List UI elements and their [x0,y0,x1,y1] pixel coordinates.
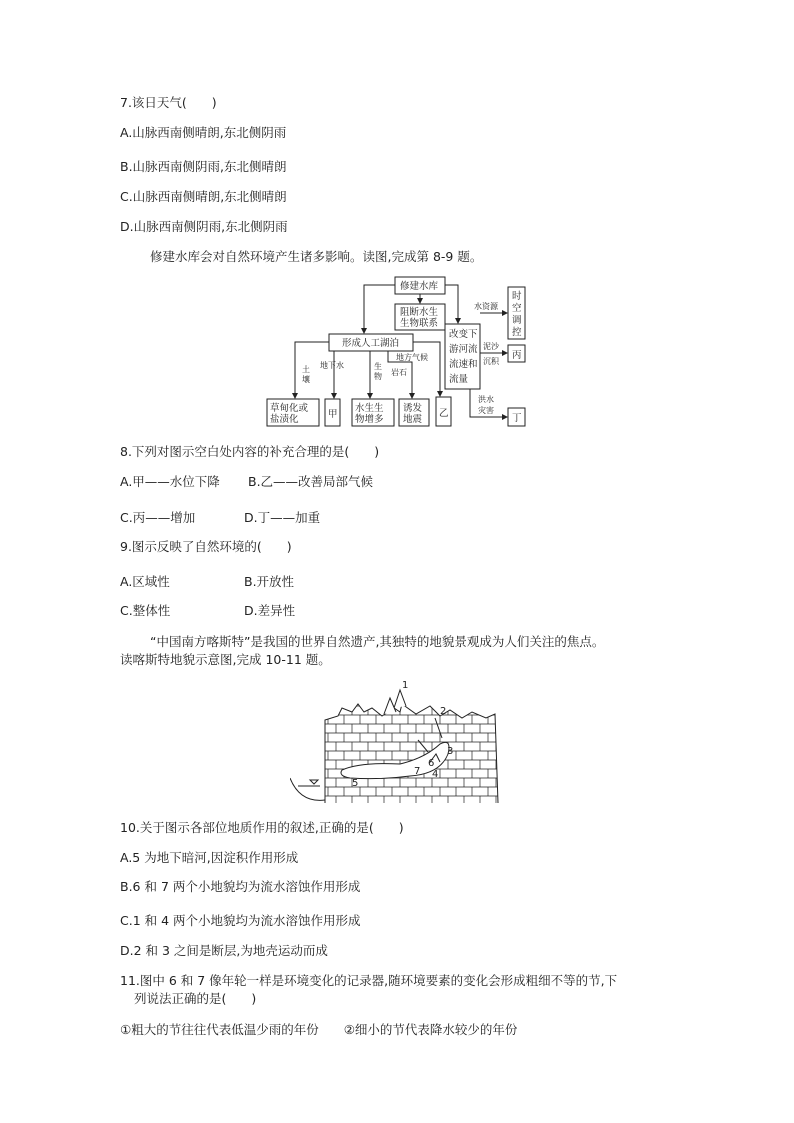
fc-yi: 乙 [439,408,449,419]
fc-soil-1: 土 [302,365,310,374]
fc-time-4: 控 [512,327,522,338]
fc-change-4: 流量 [449,374,469,385]
karst-label-3: 3 [447,746,454,757]
fc-top: 修建水库 [400,281,439,292]
fc-soil-2: 壤 [302,375,310,384]
intro-8-9: 修建水库会对自然环境产生诸多影响。读图,完成第 8-9 题。 [150,249,483,264]
karst-label-5: 5 [352,778,359,789]
fc-flood-2: 灾害 [478,406,494,415]
fc-quake-1: 诱发 [403,403,423,414]
fc-water: 水资源 [474,302,498,311]
q11-options-1-2: ①粗大的节往往代表低温少雨的年份 ②细小的节代表降水较少的年份 [120,1022,518,1037]
fc-bing: 丙 [512,350,522,361]
q8-option-d: D.丁——加重 [244,510,321,525]
q7-option-c: C.山脉西南侧晴朗,东北侧晴朗 [120,189,287,204]
fc-time-2: 空 [512,303,522,314]
fc-salin-2: 盐渍化 [270,414,299,425]
karst-label-4: 4 [432,769,439,780]
intro-10-11-line2: 读喀斯特地貌示意图,完成 10-11 题。 [120,652,331,667]
karst-label-1: 1 [402,680,409,691]
fc-flood-1: 洪水 [478,395,494,404]
q9-option-b: B.开放性 [244,574,295,589]
fc-bio-label-1: 生 [374,362,382,371]
fc-sediment-1: 泥沙 [483,342,499,351]
q7-stem: 7.该日天气( ) [120,95,217,110]
fc-time-3: 调 [512,315,522,326]
fc-lake: 形成人工湖泊 [342,338,400,349]
fc-salin-1: 草甸化或 [270,403,309,414]
q8-option-c: C.丙——增加 [120,510,196,525]
karst-label-6: 6 [428,758,435,769]
q9-option-c: C.整体性 [120,603,171,618]
fc-block-2: 生物联系 [400,318,439,329]
fc-sediment-2: 沉积 [483,357,499,366]
q8-option-b: B.乙——改善局部气候 [248,474,374,489]
q7-option-a: A.山脉西南侧晴朗,东北侧阴雨 [120,125,287,140]
fc-groundwater: 地下水 [320,361,344,370]
q11-stem-line1: 11.图中 6 和 7 像年轮一样是环境变化的记录器,随环境要素的变化会形成粗细不等的节,下 [120,973,618,988]
q9-option-d: D.差异性 [244,603,296,618]
fc-change-1: 改变下 [449,329,478,340]
q10-stem: 10.关于图示各部位地质作用的叙述,正确的是( ) [120,820,404,835]
reservoir-flowchart [262,272,542,437]
fc-climate: 地方气候 [396,353,428,362]
fc-change-3: 流速和 [449,359,478,370]
fc-jia: 甲 [328,409,338,420]
q10-option-b: B.6 和 7 两个小地貌均为流水溶蚀作用形成 [120,879,361,894]
fc-bio-2: 物增多 [355,414,384,425]
fc-quake-2: 地震 [403,414,423,425]
karst-label-7: 7 [414,766,421,777]
q9-option-a: A.区域性 [120,574,170,589]
q10-option-a: A.5 为地下暗河,因淀积作用形成 [120,850,299,865]
fc-block-1: 阻断水生 [400,307,439,318]
karst-label-2: 2 [440,706,447,717]
q10-option-c: C.1 和 4 两个小地貌均为流水溶蚀作用形成 [120,913,361,928]
fc-ding: 丁 [512,413,522,424]
q7-option-d: D.山脉西南侧阴雨,东北侧阴雨 [120,219,288,234]
fc-change-2: 游河流 [449,344,478,355]
intro-10-11-line1: “中国南方喀斯特”是我国的世界自然遗产,其独特的地貌景观成为人们关注的焦点。 [150,634,605,649]
q9-stem: 9.图示反映了自然环境的( ) [120,539,292,554]
q7-option-b: B.山脉西南侧阴雨,东北侧晴朗 [120,159,287,174]
q11-stem-line2: 列说法正确的是( ) [134,991,257,1006]
q8-option-a: A.甲——水位下降 [120,474,220,489]
q8-stem: 8.下列对图示空白处内容的补充合理的是( ) [120,444,380,459]
fc-bio-label-2: 物 [374,372,382,381]
q10-option-d: D.2 和 3 之间是断层,为地壳运动而成 [120,943,328,958]
fc-rock: 岩石 [391,368,407,377]
fc-bio-1: 水生生 [355,403,384,414]
karst-diagram [290,678,510,808]
fc-time-1: 时 [512,291,522,302]
